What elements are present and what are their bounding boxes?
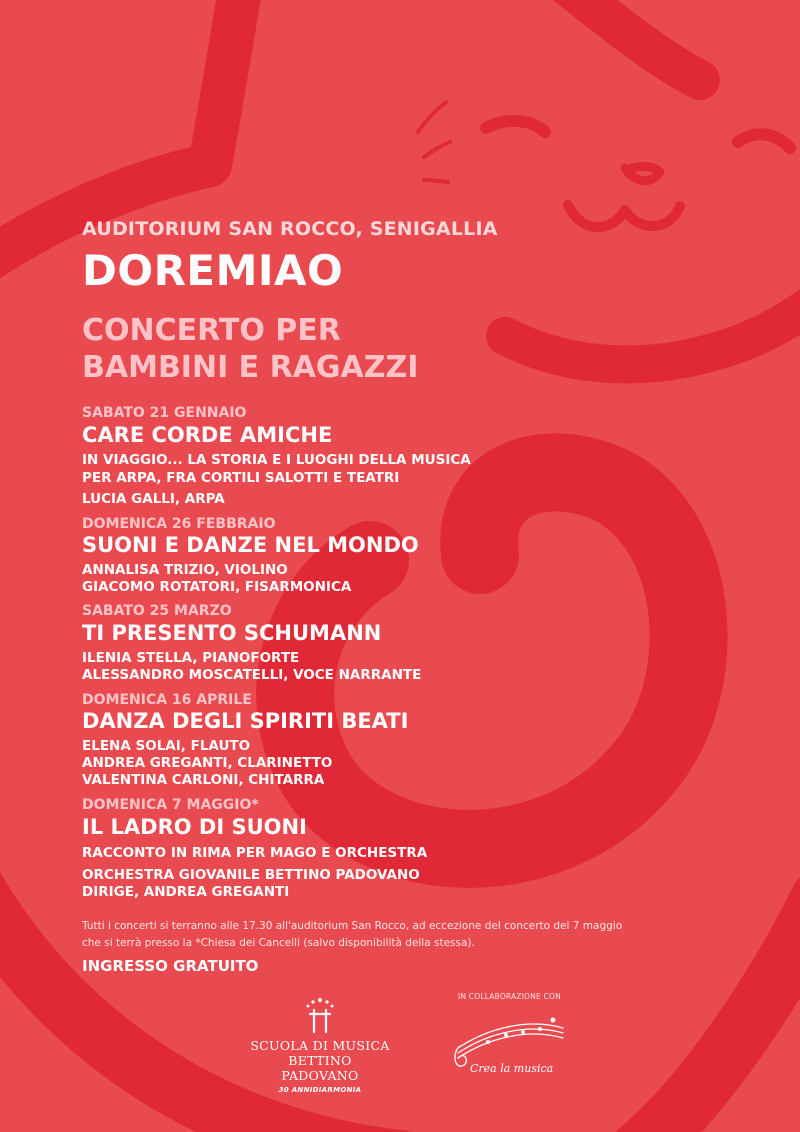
concert-line: LUCIA GALLI, ARPA xyxy=(82,491,225,507)
cat-eye-left xyxy=(486,121,545,132)
cat-body-right xyxy=(640,900,800,1132)
concert-date: SABATO 25 MARZO xyxy=(82,603,232,619)
concert-date: DOMENICA 7 MAGGIO* xyxy=(82,797,259,813)
cat-head-top xyxy=(560,0,700,80)
concert-line: ORCHESTRA GIOVANILE BETTINO PADOVANO xyxy=(82,867,420,883)
concert-line: DIRIGE, ANDREA GREGANTI xyxy=(82,884,290,900)
concert-date: DOMENICA 16 APRILE xyxy=(82,692,252,708)
partner-logo-text: Crea la musica xyxy=(470,1062,554,1075)
concert-line: ILENIA STELLA, PIANOFORTE xyxy=(82,650,300,666)
concert-title: SUONI E DANZE NEL MONDO xyxy=(82,533,419,557)
concert-line: PER ARPA, FRA CORTILI SALOTTI E TEATRI xyxy=(82,470,400,486)
free-entry: INGRESSO GRATUITO xyxy=(82,957,259,975)
concert-title: IL LADRO DI SUONI xyxy=(82,815,307,839)
cat-whisker xyxy=(418,102,446,132)
concert-line: RACCONTO IN RIMA PER MAGO E ORCHESTRA xyxy=(82,845,428,861)
concert-title: TI PRESENTO SCHUMANN xyxy=(82,621,382,645)
cat-mouth xyxy=(568,205,680,227)
collab-label: IN COLLABORAZIONE CON xyxy=(458,992,561,1001)
concert-line: IN VIAGGIO... LA STORIA E I LUOGHI DELLA MUSICA xyxy=(82,452,471,468)
school-logo-mark xyxy=(300,996,340,1036)
partner-logo xyxy=(448,1008,573,1078)
event-title: DOREMIAO xyxy=(82,246,344,295)
concert-title: CARE CORDE AMICHE xyxy=(82,423,333,447)
concert-line: ELENA SOLAI, FLAUTO xyxy=(82,738,251,754)
concert-title: DANZA DEGLI SPIRITI BEATI xyxy=(82,709,409,733)
schedule-note: Tutti i concerti si terranno alle 17.30 all'auditorium San Rocco, ad eccezione del concerto del 7 maggio che si terrà presso la *Chiesa dei Cancelli (salvo disponibilità della stessa). xyxy=(82,920,623,949)
subtitle-line2: BAMBINI E RAGAZZI xyxy=(82,350,419,385)
music-notes-logo xyxy=(448,1008,573,1078)
school-name-line1: SCUOLA DI MUSICA xyxy=(250,1038,390,1053)
school-anniversary: 30 ANNIDIARMONIA xyxy=(278,1086,362,1094)
concert-line: ALESSANDRO MOSCATELLI, VOCE NARRANTE xyxy=(82,667,422,683)
subtitle-line1: CONCERTO PER xyxy=(82,313,341,348)
school-logo xyxy=(250,996,390,1094)
concert-line: VALENTINA CARLONI, CHITARRA xyxy=(82,772,325,788)
cat-eye-right xyxy=(738,134,790,148)
concert-line: ANDREA GREGANTI, CLARINETTO xyxy=(82,755,333,771)
cat-whisker xyxy=(424,142,450,157)
concert-date: SABATO 21 GENNAIO xyxy=(82,405,247,421)
cat-tail xyxy=(295,472,688,848)
cat-nose xyxy=(625,166,660,180)
cat-whisker xyxy=(424,180,448,182)
school-name-line2: BETTINO PADOVANO xyxy=(281,1053,359,1083)
venue: AUDITORIUM SAN ROCCO, SENIGALLIA xyxy=(82,218,498,240)
concert-line: ANNALISA TRIZIO, VIOLINO xyxy=(82,562,288,578)
concert-date: DOMENICA 26 FEBBRAIO xyxy=(82,516,276,532)
concert-line: GIACOMO ROTATORI, FISARMONICA xyxy=(82,579,352,595)
cat-chin xyxy=(505,305,800,364)
